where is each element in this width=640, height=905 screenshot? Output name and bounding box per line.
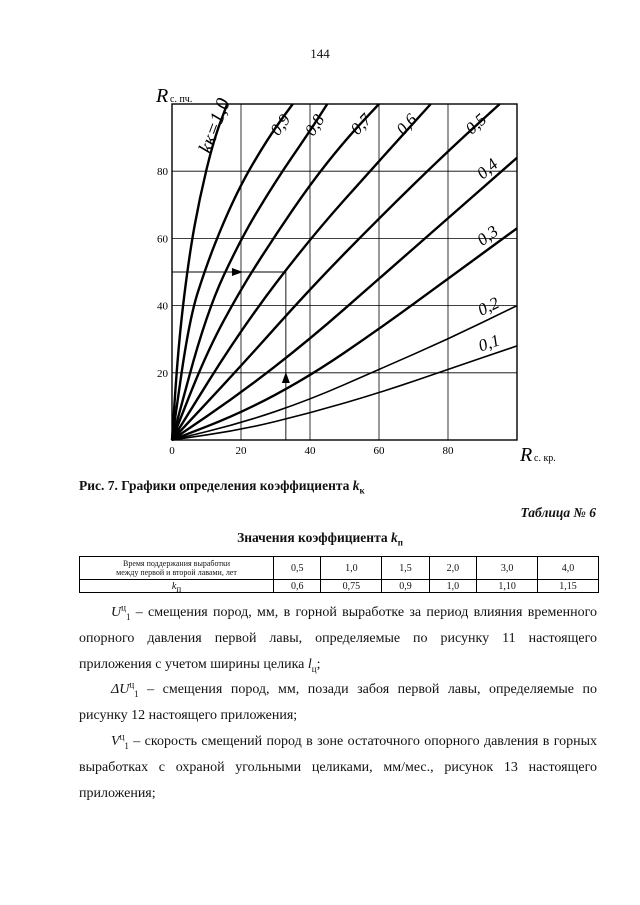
x-tick-label: 0 [169, 445, 175, 457]
curve-label: 0,2 [474, 293, 503, 320]
curve-line [172, 228, 517, 440]
x-tick-label: 20 [235, 445, 247, 457]
symbol-du-sub: 1 [134, 689, 139, 700]
y-tick-label: 40 [157, 300, 168, 313]
curve-label: 0,6 [392, 110, 421, 139]
table-row [80, 580, 599, 593]
paragraph-du1-text: – смещения пород, мм, позади забоя первой лавы, определяемые по рисунку 12 настоящего приложения; [79, 682, 597, 724]
x-axis-title-sub: с. кр. [534, 453, 556, 464]
symbol-v: V [111, 733, 120, 749]
figure-caption-text: Графики определения коэффициента [117, 478, 353, 493]
page-number: 144 [310, 46, 330, 61]
x-tick-label: 40 [304, 445, 316, 457]
curve-label: 0,3 [473, 221, 502, 250]
table-cell: 1,10 [477, 580, 538, 593]
table-cell: 1,15 [538, 580, 599, 593]
y-tick-label: 60 [157, 233, 168, 246]
y-axis-title-sub: с. пч. [170, 94, 193, 105]
curve-label: 0,7 [346, 109, 376, 139]
paragraph-du1 [79, 677, 597, 729]
y-tick-label: 80 [157, 166, 168, 179]
curve-label: 0,9 [266, 110, 295, 139]
table-header-kp-sub: п [176, 583, 182, 594]
table-cell: 0,9 [382, 580, 429, 593]
table-cell: 0,6 [274, 580, 321, 593]
curve-label: 0,5 [461, 109, 491, 139]
symbol-l: l [307, 656, 312, 672]
paragraph-u1 [79, 600, 597, 677]
table-header-line2: между первой и второй лавами, лет [116, 568, 237, 577]
symbol-u-sub: 1 [125, 611, 131, 622]
curve-label: 0,1 [475, 330, 503, 356]
symbol-du-sup: ц [129, 679, 135, 690]
figure-caption-symbol: k [352, 478, 360, 493]
body-text [79, 600, 597, 806]
table-cell: 0,5 [274, 557, 321, 580]
table-header-kp [80, 580, 274, 593]
paragraph-u1-end: ; [316, 656, 321, 672]
arrow-up-icon [282, 372, 290, 383]
y-tick-label: 20 [157, 367, 168, 380]
table-cell: 1,0 [429, 580, 476, 593]
x-axis-title: R [520, 444, 533, 466]
symbol-l-sub: ц [311, 663, 317, 674]
paragraph-u1-text: – смещения пород, мм, в горной выработке за период влияния временного опорного давления первой лавы, определяемые по рисунку 11 настоящего приложения с учетом ширины целика [79, 605, 597, 672]
table-cell: 1,5 [382, 557, 429, 580]
curve-label: kк=1,0 [194, 95, 235, 157]
coefficient-table [79, 556, 599, 593]
y-axis-title: R [156, 85, 169, 107]
x-tick-label: 60 [373, 445, 385, 457]
table-cell: 3,0 [477, 557, 538, 580]
paragraph-v1 [79, 729, 597, 806]
figure-caption-sub: к [359, 485, 365, 496]
table-title-text: Значения коэффициента [237, 530, 391, 545]
symbol-u-sup: ц [121, 602, 126, 613]
table-title [0, 530, 640, 546]
curve-label: 0,4 [472, 154, 502, 183]
curve-label: 0,8 [300, 110, 329, 140]
symbol-v-sup: ц [119, 731, 125, 742]
x-tick-label: 80 [442, 445, 454, 457]
symbol-v-sub: 1 [124, 740, 129, 751]
table-cell: 4,0 [538, 557, 599, 580]
table-header-time [80, 557, 274, 580]
table-header-kp-symbol: k [171, 580, 177, 592]
table-cell: 0,75 [321, 580, 382, 593]
symbol-u: U [111, 605, 122, 620]
table-label: Таблица № 6 [520, 505, 596, 520]
table-title-sub: п [397, 537, 403, 548]
table-header-line1: Время поддержания выработки [122, 559, 231, 568]
table-row [80, 557, 599, 580]
table-cell: 2,0 [429, 557, 476, 580]
paragraph-v1-text: – скорость смещений пород в зоне остаточного опорного давления в горных выработках с охраной угольными целиками, мм/мес., рисунок 13 настоящего приложения; [79, 733, 597, 801]
table-cell: 1,0 [321, 557, 382, 580]
figure-caption [79, 478, 365, 494]
symbol-du: ΔU [111, 682, 130, 698]
figure-caption-prefix: Рис. 7. [79, 478, 118, 493]
coefficient-chart [140, 84, 560, 474]
table-title-symbol: k [391, 530, 398, 545]
curve-line [172, 346, 517, 440]
